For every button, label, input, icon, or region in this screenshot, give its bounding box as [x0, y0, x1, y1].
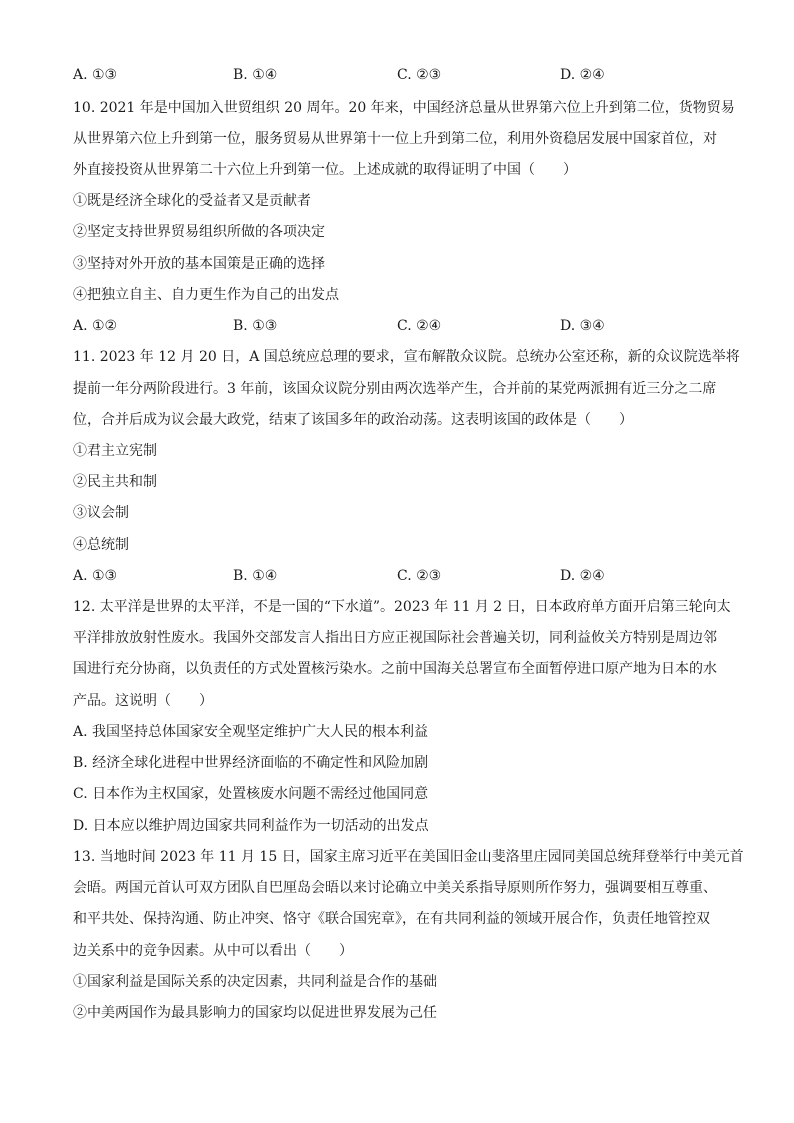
- q10-stem-line: 从世界第六位上升到第一位，服务贸易从世界第十一位上升到第二位，利用外资稳居发展中国家首位，对: [73, 131, 717, 147]
- q13-stem-line: 会晤。两国元首认可双方团队自巴厘岛会晤以来讨论确立中美关系指导原则所作努力，强调要相互尊重、: [73, 880, 717, 896]
- q12-stem-line: 国进行充分协商，以负责任的方式处置核污染水。之前中国海关总署宣布全面暂停进口原产地为日本的水: [73, 661, 717, 677]
- q11-stem-line: 11. 2023 年 12 月 20 日，A 国总统应总理的要求，宣布解散众议院。总统办公室还称，新的众议院选举将: [73, 349, 740, 365]
- q10-statement-2: ②坚定支持世界贸易组织所做的各项决定: [73, 224, 325, 240]
- q9-option-c[interactable]: C. ②③: [397, 67, 442, 83]
- q10-option-d[interactable]: D. ③④: [560, 318, 605, 334]
- q12-option-c[interactable]: C. 日本作为主权国家，处置核废水问题不需经过他国同意: [73, 786, 429, 802]
- q11-statement-2: ②民主共和制: [73, 474, 157, 490]
- q12-option-a[interactable]: A. 我国坚持总体国家安全观坚定维护广大人民的根本利益: [73, 724, 429, 740]
- q10-statement-1: ①既是经济全球化的受益者又是贡献者: [73, 193, 311, 209]
- q11-option-b[interactable]: B. ①④: [233, 568, 278, 584]
- q12-option-b[interactable]: B. 经济全球化进程中世界经济面临的不确定性和风险加剧: [73, 755, 429, 771]
- q13-stem-line: 13. 当地时间 2023 年 11 月 15 日，国家主席习近平在美国旧金山斐洛里庄园同美国总统拜登举行中美元首: [73, 849, 744, 865]
- q11-option-d[interactable]: D. ②④: [560, 568, 605, 584]
- q13-statement-2: ②中美两国作为最具影响力的国家均以促进世界发展为己任: [73, 1005, 437, 1021]
- q10-statement-3: ③坚持对外开放的基本国策是正确的选择: [73, 256, 325, 272]
- q10-option-c[interactable]: C. ②④: [397, 318, 442, 334]
- q10-stem-line: 外直接投资从世界第二十六位上升到第一位。上述成就的取得证明了中国（ ）: [73, 162, 577, 178]
- q12-stem-line: 产品。这说明（ ）: [73, 693, 213, 709]
- q10-statement-4: ④把独立自主、自力更生作为自己的出发点: [73, 287, 339, 303]
- q13-stem-line: 边关系中的竞争因素。从中可以看出（ ）: [73, 943, 353, 959]
- q11-statement-3: ③议会制: [73, 505, 129, 521]
- q10-stem-line: 10. 2021 年是中国加入世贸组织 20 周年。20 年来，中国经济总量从世界第六位上升到第二位，货物贸易: [73, 100, 735, 116]
- q13-stem-line: 和平共处、保持沟通、防止冲突、恪守《联合国宪章》，在有共同利益的领域开展合作，负责任地管控双: [73, 911, 710, 927]
- q10-options: [73, 316, 723, 336]
- q12-option-d[interactable]: D. 日本应以维护周边国家共同利益作为一切活动的出发点: [73, 818, 429, 834]
- q9-option-b[interactable]: B. ①④: [233, 67, 278, 83]
- q11-option-c[interactable]: C. ②③: [397, 568, 442, 584]
- q11-statement-4: ④总统制: [73, 537, 129, 553]
- q12-stem-line: 平洋排放放射性废水。我国外交部发言人指出日方应正视国际社会普遍关切，同利益攸关方特别是周边邻: [73, 630, 717, 646]
- q11-stem-line: 位，合并后成为议会最大政党，结束了该国多年的政治动荡。这表明该国的政体是（ ）: [73, 412, 633, 428]
- q13-statement-1: ①国家利益是国际关系的决定因素，共同利益是合作的基础: [73, 974, 437, 990]
- q9-options: [73, 65, 723, 85]
- q10-option-a[interactable]: A. ①②: [73, 318, 118, 334]
- q9-option-a[interactable]: A. ①③: [73, 67, 118, 83]
- q11-option-a[interactable]: A. ①③: [73, 568, 118, 584]
- q11-options: [73, 566, 723, 586]
- q11-statement-1: ①君主立宪制: [73, 443, 157, 459]
- q12-stem-line: 12. 太平洋是世界的太平洋，不是一国的“下水道”。2023 年 11 月 2 日，日本政府单方面开启第三轮向太: [73, 599, 731, 615]
- q11-stem-line: 提前一年分两阶段进行。3 年前，该国众议院分别由两次选举产生，合并前的某党两派拥有近三分之二席: [73, 381, 717, 397]
- q9-option-d[interactable]: D. ②④: [560, 67, 605, 83]
- q10-option-b[interactable]: B. ①③: [233, 318, 278, 334]
